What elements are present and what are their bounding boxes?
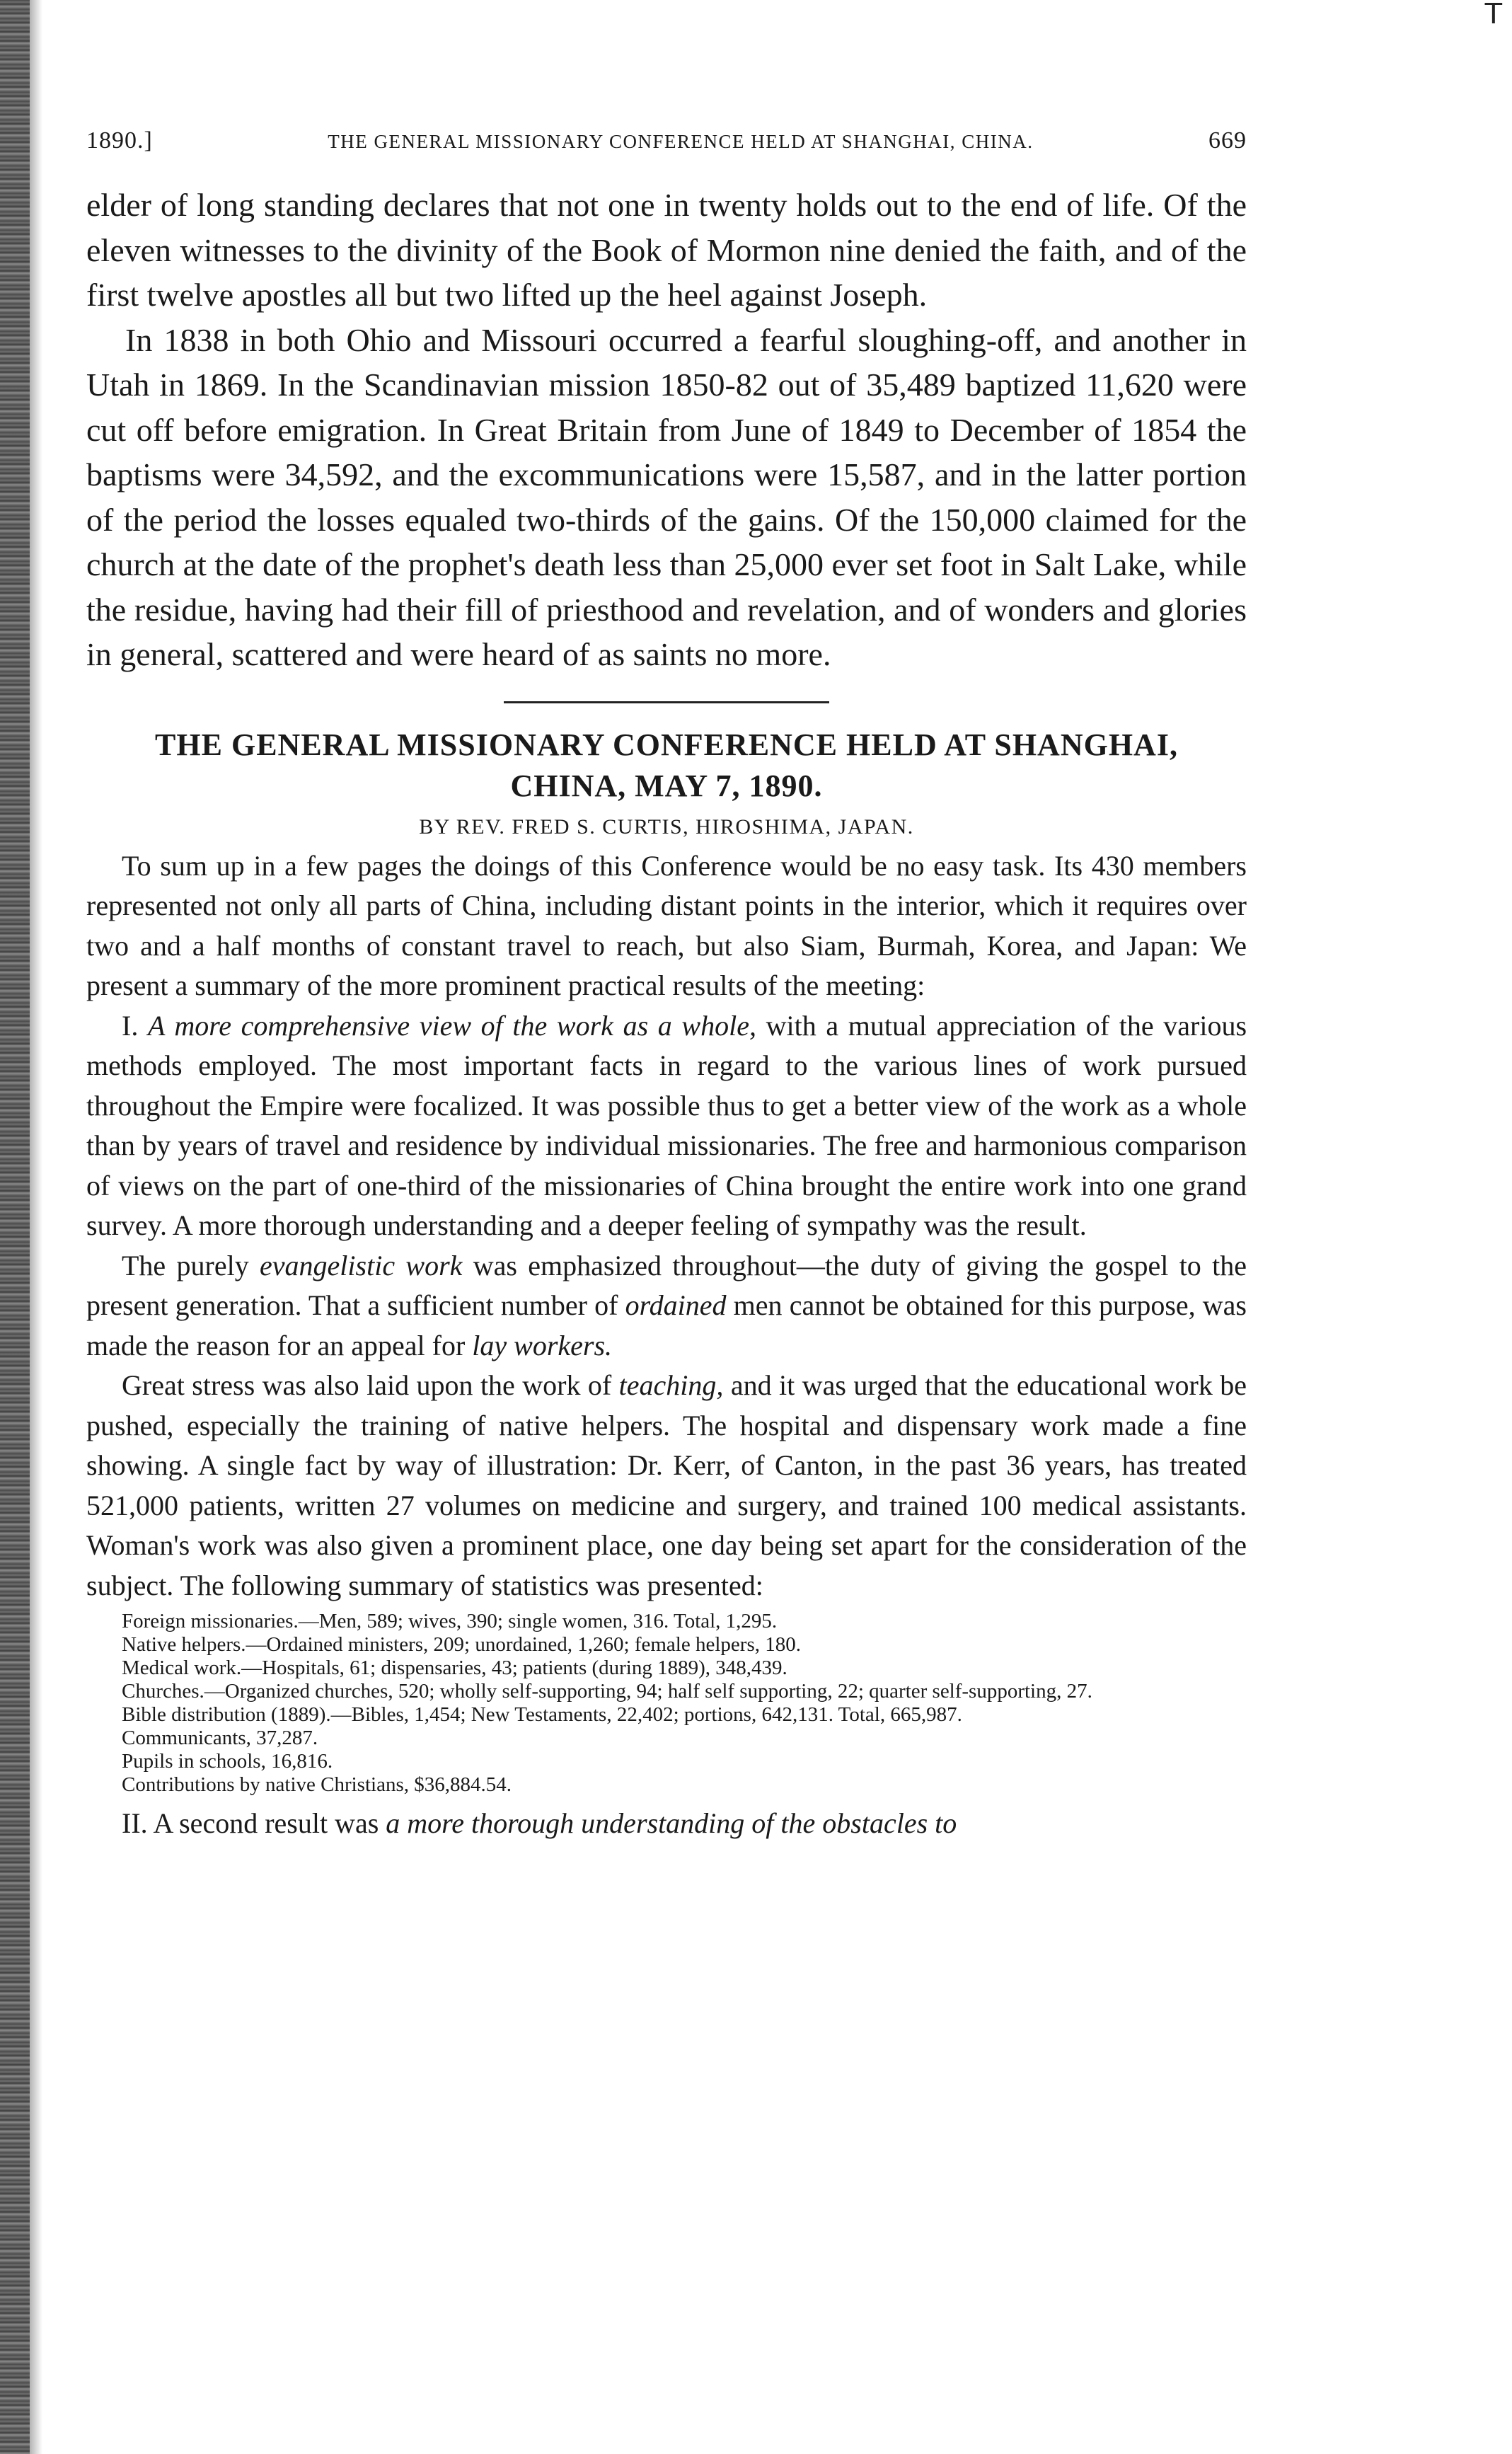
statistics-line: Churches.—Organized churches, 520; wholly self-supporting, 94; half self supporting, 22; quarter self-supporting, 27.: [122, 1680, 1092, 1703]
continued-article: [86, 183, 1247, 677]
paragraph-text: men cannot be obtained for this purpose, was made the reason for an appeal for: [86, 1289, 1247, 1361]
paragraph-emphasis: evangelistic work: [260, 1249, 463, 1281]
point-one-paragraph: [86, 1006, 1247, 1246]
paragraph-text: The purely: [122, 1249, 249, 1281]
article-intro: To sum up in a few pages the doings of this Conference would be no easy task. Its 430 members represented not only all parts of China, including distant points in the interior, which it requires over two and a half months of constant travel to reach, but also Siam, Burmah, Korea, and Japan: We present a summary of the more prominent practical results of the meeting:: [86, 849, 1247, 1001]
page-number: 669: [1208, 127, 1247, 154]
article-byline: BY REV. FRED S. CURTIS, HIROSHIMA, JAPAN.: [419, 814, 914, 839]
teaching-paragraph: [86, 1366, 1247, 1606]
scan-corner-mark: ꓔ: [1484, 0, 1502, 30]
article-body: [86, 846, 1247, 1606]
paragraph-text: Great stress was also laid upon the work of: [122, 1369, 612, 1401]
continuation-paragraph: elder of long standing declares that not one in twenty holds out to the end of life. Of the eleven witnesses to the divinity of the Book of Mormon nine denied the faith, and of the first twelve apostles all but two lifted up the heel against Joseph.: [86, 187, 1247, 313]
point-emphasis: A more comprehensive view of the work as a whole,: [147, 1009, 756, 1042]
statistics-line: Native helpers.—Ordained ministers, 209; unordained, 1,260; female helpers, 180.: [122, 1633, 801, 1656]
paragraph-text: and it was urged that the educational work be pushed, especially the training of native helpers. The hospital and dispensary work made a fine showing. A single fact by way of illustration: Dr. Kerr, of Canton, in the past 36 years, has treated 521,000 patients, written 27 volumes on medicine and surgery, and trained 100 medical assistants. Woman's work was also given a prominent place, one day being set apart for the consideration of the subject. The following summary of statistics was presented:: [86, 1369, 1247, 1601]
scan-binding-edge: [0, 0, 30, 2454]
continuation-paragraph: In 1838 in both Ohio and Missouri occurred a fearful sloughing-off, and another in Utah in 1869. In the Scandinavian mission 1850-82 out of 35,489 baptized 11,620 were cut off before emigration. In Great Britain from June of 1849 to December of 1854 the baptisms were 34,592, and the excommunications were 15,587, and in the latter portion of the period the losses equaled two-thirds of the gains. Of the 150,000 claimed for the church at the date of the prophet's death less than 25,000 ever set foot in Salt Lake, while the residue, having had their fill of priesthood and revelation, and of wonders and glories in general, scattered and were heard of as saints no more.: [86, 321, 1247, 672]
paragraph-emphasis: teaching,: [618, 1369, 724, 1401]
point-text: with a mutual appreciation of the various methods employed. The most important facts in regard to the various lines of work pursued throughout the Empire were focalized. It was possible thus to get a better view of the work as a whole than by years of travel and residence by individual missionaries. The free and harmonious comparison of views on the part of one-third of the missionaries of China brought the entire work into one grand survey. A more thorough understanding and a deeper feeling of sympathy was the result.: [86, 1009, 1247, 1241]
statistics-line: Bible distribution (1889).—Bibles, 1,454; New Testaments, 22,402; portions, 642,131. Total, 665,987.: [122, 1703, 962, 1726]
header-date: 1890.]: [86, 127, 153, 154]
point-text: A second result was: [153, 1807, 379, 1839]
article-body-continued: [86, 1804, 1247, 1844]
point-two-paragraph: [86, 1804, 1247, 1844]
article-title-line: CHINA, MAY 7, 1890.: [510, 768, 823, 803]
article-title-line: THE GENERAL MISSIONARY CONFERENCE HELD AT SHANGHAI,: [155, 727, 1178, 762]
article-title: [86, 725, 1247, 807]
point-number: II.: [122, 1807, 148, 1839]
page-content: [86, 127, 1247, 1844]
statistics-line: Communicants, 37,287.: [122, 1727, 318, 1749]
point-emphasis: a more thorough understanding of the obstacles to: [386, 1807, 957, 1839]
statistics-line: Contributions by native Christians, $36,884.54.: [122, 1773, 512, 1796]
header-title: THE GENERAL MISSIONARY CONFERENCE HELD AT SHANGHAI, CHINA.: [328, 131, 1034, 152]
paragraph-emphasis: lay workers.: [472, 1329, 613, 1361]
paragraph-text: was emphasized throughout—the duty of giving the gospel to the present generation. That a sufficient number of: [86, 1249, 1247, 1321]
statistics-line: Foreign missionaries.—Men, 589; wives, 390; single women, 316. Total, 1,295.: [122, 1610, 778, 1632]
point-number: I.: [122, 1009, 139, 1042]
evangelistic-paragraph: [86, 1246, 1247, 1366]
paragraph-emphasis: ordained: [625, 1289, 727, 1321]
statistics-line: Medical work.—Hospitals, 61; dispensaries, 43; patients (during 1889), 348,439.: [122, 1657, 787, 1679]
statistics-summary: [122, 1610, 1247, 1797]
section-divider: [504, 701, 829, 703]
statistics-line: Pupils in schools, 16,816.: [122, 1750, 333, 1773]
running-header: [86, 127, 1247, 154]
